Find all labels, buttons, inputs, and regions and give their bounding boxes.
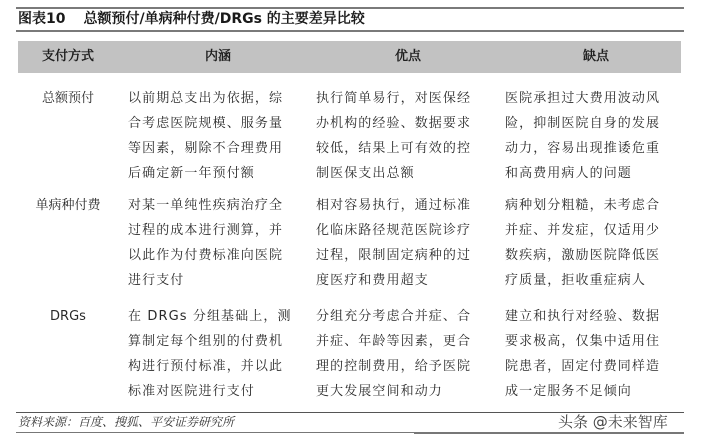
header-disadvantages: 缺点 <box>582 49 609 64</box>
text-line: 数疾病，激励医院降低医 <box>505 248 661 263</box>
row-advantages <box>316 193 488 293</box>
text-line: 相对容易执行，通过标准 <box>316 198 472 213</box>
watermark: 头条 @未来智库 <box>558 413 668 431</box>
text-line: 度医疗和费用超支 <box>316 273 429 288</box>
text-line: 和高费用病人的问题 <box>505 166 632 181</box>
text-line: 算制定每个组别的付费机 <box>128 334 284 349</box>
text-line: 医院承担过大费用波动风 <box>505 91 661 106</box>
row-method: DRGs <box>50 309 86 324</box>
text-line: 过程，限制固定病种的过 <box>316 248 472 263</box>
text-line: 对某一单纯性疾病治疗全 <box>128 198 284 213</box>
figure-caption: 总额预付/单病种付费/DRGs 的主要差异比较 <box>83 11 365 27</box>
row-disadvantages <box>505 304 677 404</box>
row-connotation <box>128 304 300 404</box>
source-note: 资料来源：百度、搜狐、平安证券研究所 <box>18 415 235 429</box>
text-line: 以此作为付费标准向医院 <box>128 248 284 263</box>
text-line: 等因素，剔除不合理费用 <box>128 141 284 156</box>
text-line: 动力，容易出现推诿危重 <box>505 141 661 156</box>
figure-number: 图表10 <box>18 11 66 27</box>
text-line: 后确定新一年预付额 <box>128 166 255 181</box>
source-bottom-rule <box>16 432 414 433</box>
text-line: 构进行预付标准，并以此 <box>128 359 284 374</box>
text-line: 过程的成本进行测算，并 <box>128 223 284 238</box>
header-advantages: 优点 <box>394 49 421 64</box>
text-line: 要求极高，仅集中适用住 <box>505 334 661 349</box>
row-advantages <box>316 304 488 404</box>
text-line: 在 DRGs 分组基础上，测 <box>128 309 292 324</box>
header-payment-method: 支付方式 <box>41 49 94 64</box>
text-line: 以前期总支出为依据，综 <box>128 91 284 106</box>
text-line: 办机构的经验、数据要求 <box>316 116 472 131</box>
figure-title <box>18 9 365 30</box>
text-line: 化临床路径规范医院诊疗 <box>316 223 472 238</box>
text-line: 病种划分粗糙，未考虑合 <box>505 198 661 213</box>
text-line: 成一定服务不足倾向 <box>505 384 632 399</box>
text-line: 院患者，固定付费同样造 <box>505 359 661 374</box>
text-line: 更大发展空间和动力 <box>316 384 443 399</box>
text-line: 并症、年龄等因素，更合 <box>316 334 472 349</box>
text-line: 建立和执行对经验、数据 <box>505 309 661 324</box>
title-underline <box>16 30 684 32</box>
text-line: 理的控制费用，给予医院 <box>316 359 472 374</box>
row-connotation <box>128 86 300 186</box>
text-line: 并症、并发症，仅适用少 <box>505 223 661 238</box>
text-line: 疗质量，拒收重症病人 <box>505 273 647 288</box>
text-line: 标准对医院进行支付 <box>128 384 255 399</box>
row-method: 单病种付费 <box>35 198 101 213</box>
table-header <box>18 41 681 73</box>
row-disadvantages <box>505 86 677 186</box>
text-line: 执行简单易行，对医保经 <box>316 91 472 106</box>
text-line: 险，抑制医院自身的发展 <box>505 116 661 131</box>
text-line: 合考虑医院规模、服务量 <box>128 116 284 131</box>
header-connotation: 内涵 <box>204 49 231 64</box>
text-line: 较低，结果上可有效的控 <box>316 141 472 156</box>
row-advantages <box>316 86 488 186</box>
text-line: 制医保支出总额 <box>316 166 415 181</box>
text-line: 进行支付 <box>128 273 185 288</box>
text-line: 分组充分考虑合并症、合 <box>316 309 472 324</box>
row-disadvantages <box>505 193 677 293</box>
row-connotation <box>128 193 300 293</box>
row-method: 总额预付 <box>41 91 94 106</box>
